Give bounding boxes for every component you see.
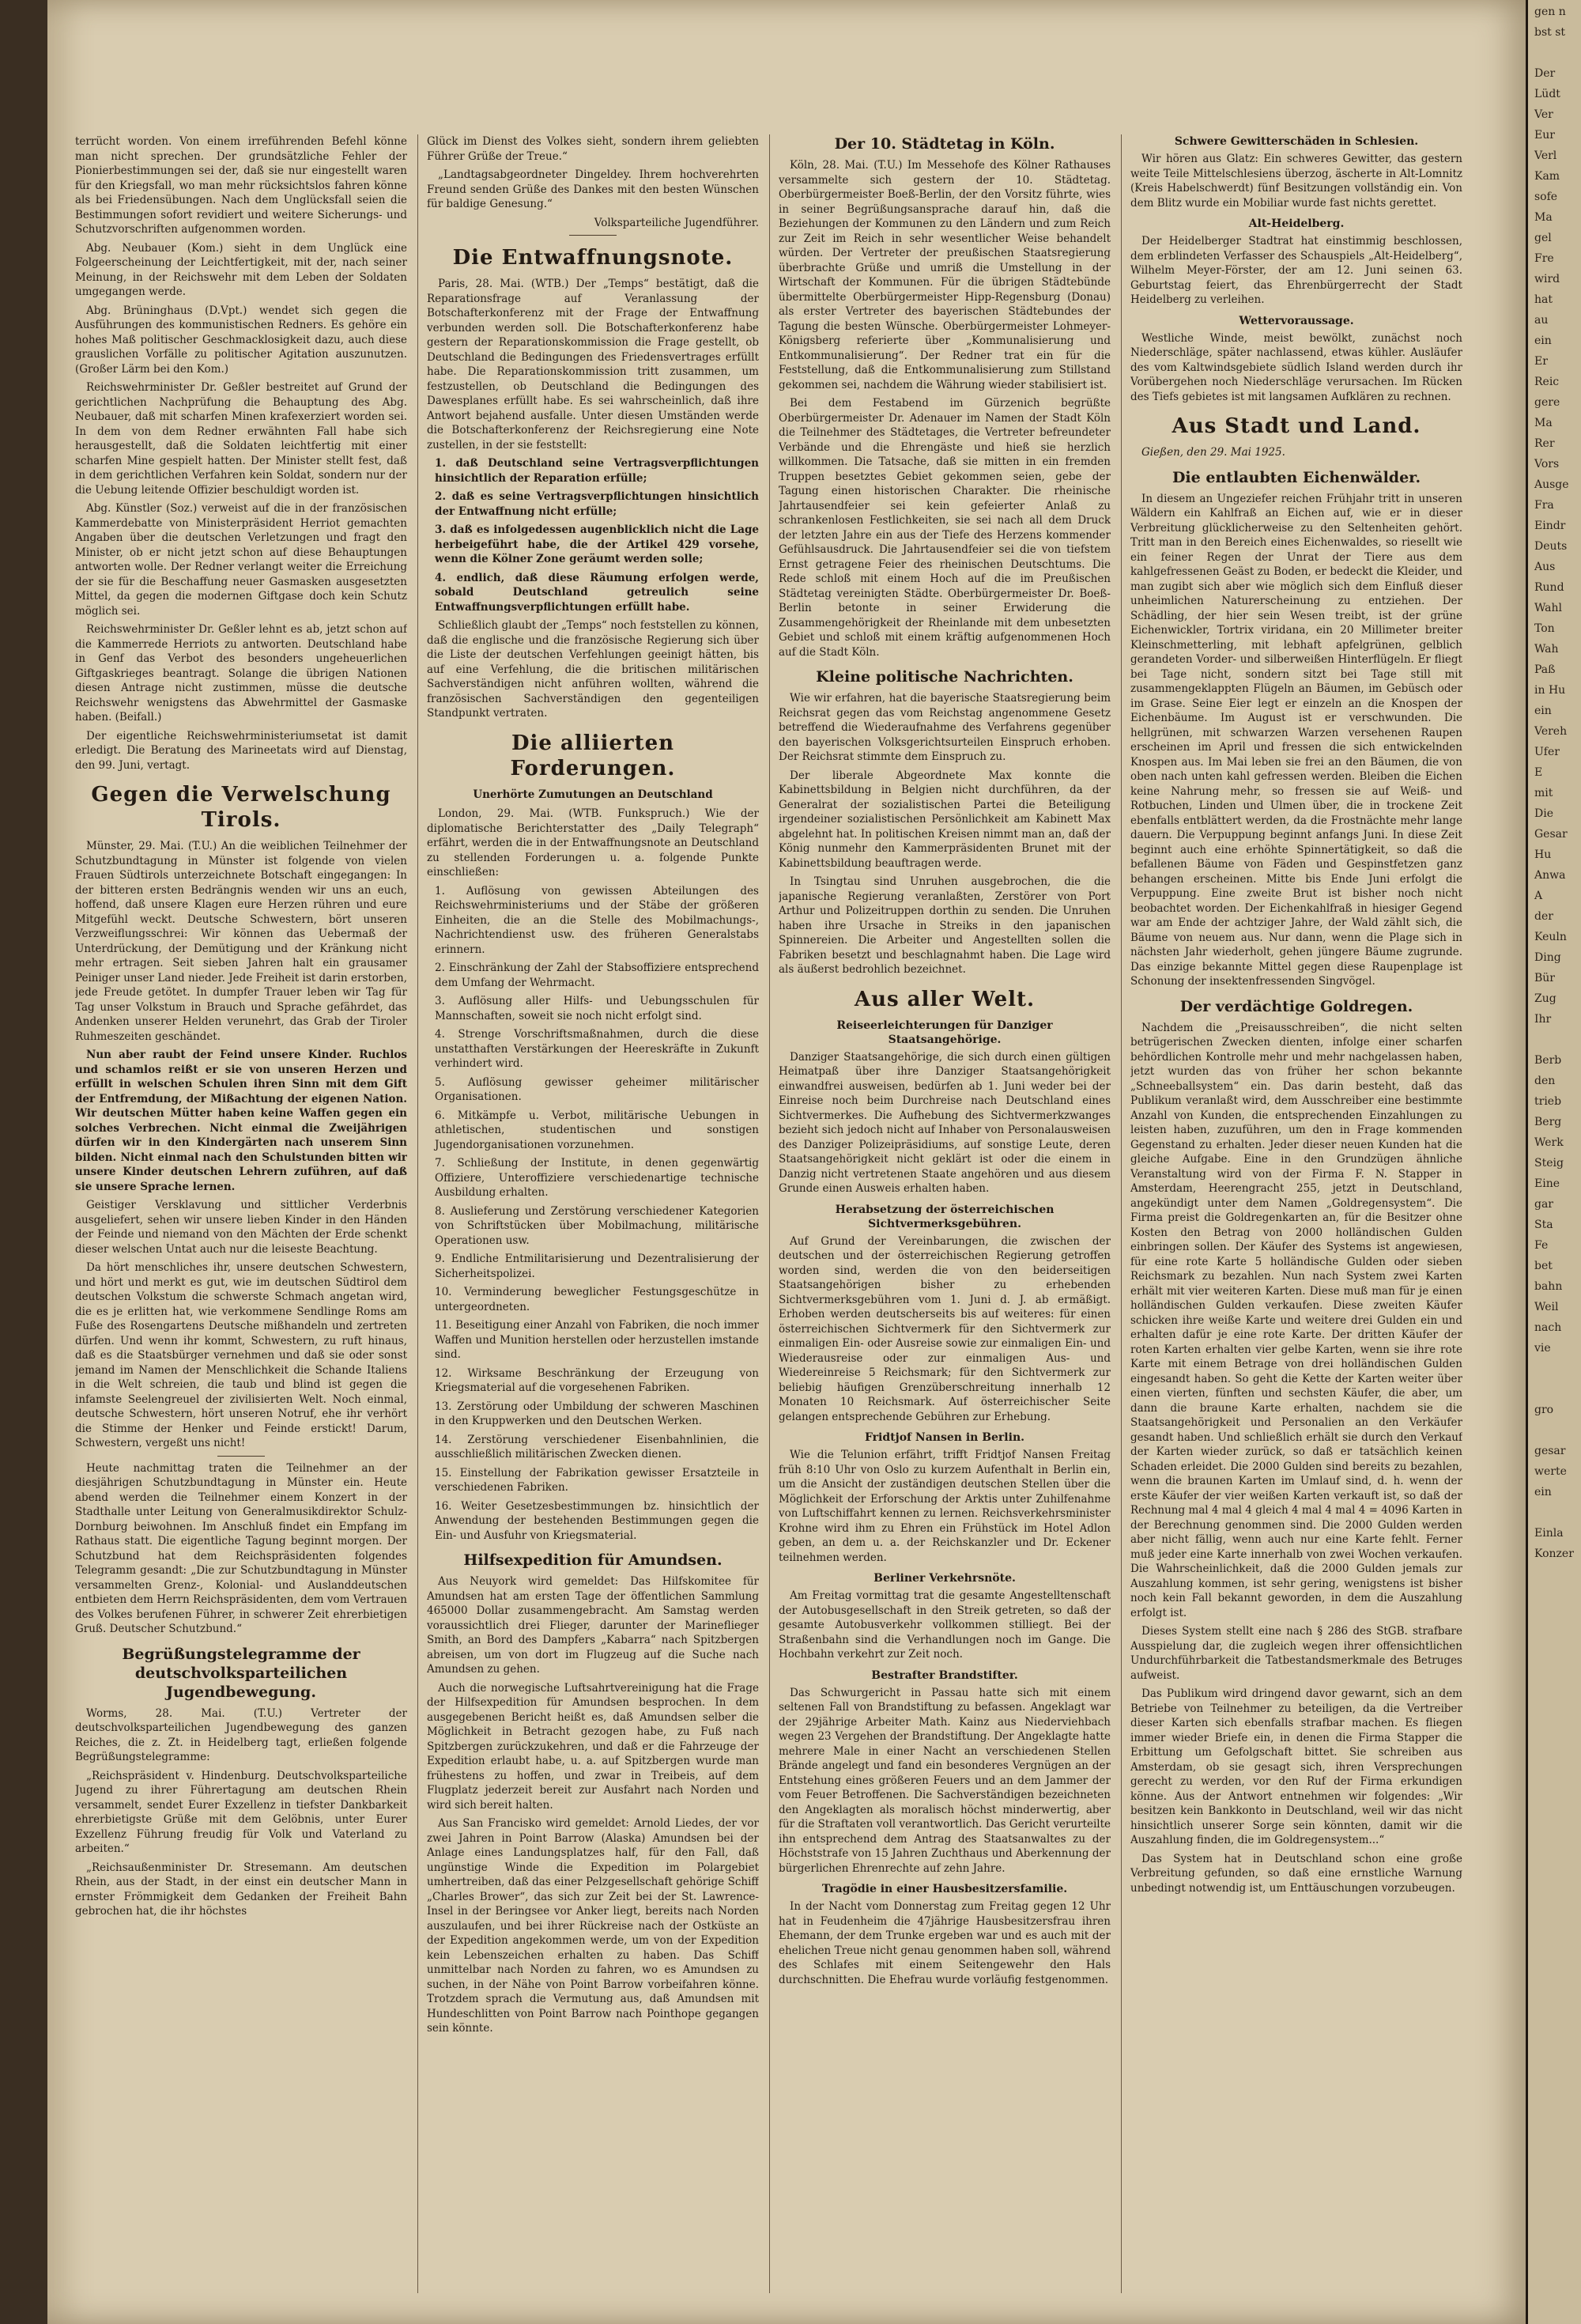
bleed-fragment xyxy=(1534,1422,1581,1439)
bleed-fragment: mit xyxy=(1534,787,1553,799)
list-item: 5. Auflösung gewisser geheimer militärischer Organisationen. xyxy=(435,1075,759,1103)
column-3 xyxy=(779,134,1111,2309)
bleed-fragment: gro xyxy=(1534,1404,1554,1416)
paragraph: „Reichspräsident v. Hindenburg. Deutschvolksparteiliche Jugend zu ihrer Führertagung am deutschen Rhein versammelt, sendet Eurer Exzellenz in tiefster Dankbarkeit ehrerbietigste Grüße mit dem Gelöbnis, unter Eurer Exzellenz Führung freudig für Volk und Vaterland zu arbeiten.“ xyxy=(75,1769,407,1855)
paragraph: Wie die Telunion erfährt, trifft Fridtjof Nansen Freitag früh 8:10 Uhr von Oslo zu kurzem Aufenthalt in Berlin ein, um die Ansicht der zuständigen deutschen Stellen über die Möglichkeit der Erforschung der Arktis unter Zuhilfenahme von Luftschiffahrt kennen zu lernen. Reichsverkehrsminister Krohne wird ihm zu Ehren ein Frühstück im Hotel Adlon geben, an dem u. a. der Reichskanzler und Dr. Eckener teilnehmen werden. xyxy=(779,1449,1111,1564)
bleed-fragment: Kam xyxy=(1534,170,1560,183)
paragraph: Abg. Brüninghaus (D.Vpt.) wendet sich gegen die Ausführungen des kommunistischen Redners. Es gehöre ein hohes Maß politischer Geschmacklosigkeit dazu, auch diese grauslichen Vorfälle zu politischer Agitation auszunutzen. (Großer Lärm bei den Kom.) xyxy=(75,304,407,376)
subheadline: Tragödie in einer Hausbesitzersfamilie. xyxy=(821,1883,1068,1895)
bleed-fragment: au xyxy=(1534,314,1549,327)
paragraph: Das Schwurgericht in Passau hatte sich mit einem seltenen Fall von Brandstiftung zu befassen. Angeklagt war der 29jährige Arbeiter Math. Kainz aus Niederviehbach wegen 23 Vergehen der Brandstiftung. Der Angeklagte hatte mehrere Male in einer Nacht an verschiedenen Stellen Brände angelegt und fand ein besonderes Vergnügen an der Entstehung eines größeren Feuers und an dem Jammer der vom Feuer Betroffenen. Die Sachverständigen bezeichneten den Angeklagten als moralisch höchst minderwertig, aber für die Straftaten voll verantwortlich. Das Gericht verurteilte ihn entsprechend dem Antrag des Staatsanwaltes zu der Höchststrafe von 15 Jahren Zuchthaus und Aberkennung der bürgerlichen Ehrenrechte auf zehn Jahre. xyxy=(779,1686,1111,1875)
bleed-fragment: Fe xyxy=(1534,1239,1549,1252)
bleed-fragment: Eur xyxy=(1534,129,1555,142)
bleed-fragment: den xyxy=(1534,1075,1556,1087)
paragraph: In diesem an Ungeziefer reichen Frühjahr tritt in unseren Wäldern ein Kahlfraß an Eichen auf, wie er in dieser Verbreitung glücklicherweise zu den Seltenheiten gehört. Tritt man in den Bereich eines Eichenwaldes, so riesellt wie ein feiner Regen der Unrat der Tiere aus dem kahlgefressenen Geäst zu Boden, er bedeckt die Kleider, und man zugibt sich aber wie möglich sich dem Einfluß dieser unheimlichen Naturerscheinung zu entziehen. Der Schädling, der hier sein Wesen treibt, ist der grüne Eichenwickler, Tortrix viridana, ein 20 Millimeter breiter Kleinschmetterling, mit lebhaft apfelgrünen, gelblich gerandeten Vorder- und silberweißen Hinterflügeln. Er fliegt bei Tage nicht, sondern sitzt bei Tage still mit zusammengeklappten Flügeln an Bäumen, im Gebüsch oder im Grase. Seine Eier legt er einzeln an die Knospen der Eichenbäume. Im August ist er verschwunden. Die hellgrünen, mit schwarzen Warzen versehenen Raupen erscheinen im April und fressen die sich entwickelnden Knospen aus. Im Mai leben sie frei an den Bäumen, die von oben nach unten kahl gefressen werden. Bleiben die Eichen keine Nahrung mehr, so fressen sie auf Weiß- und Rotbuchen, Linden und Ulmen über, die in trockene Zeit ebenfalls entblättert werden, da die Frostnächte mehr lange dauern. Die Verpuppung beginnt anfangs Juni. In diese Zeit beginnt auch eine erhöhte Spinnertätigkeit, so daß die befallenen Bäume von Fäden und Gespinstfetzen ganz behangen erscheinen. Mitte bis Ende Juni erfolgt die Verpuppung. Eine zweite Brut ist bisher noch nicht beobachtet worden. Der Eichenkahlfraß in hiesiger Gegend war am Ende der achtziger Jahre, der Wald zählt sich, die Bäume von neuem aus. Nur dann, wenn die Plage sich in nächsten Jahr wiederholt, gehen jüngere Bäume zugrunde. Das einzige bekannte Mittel gegen diese Raupenplage ist Schonung der insektenfressenden Singvögel. xyxy=(1130,492,1462,988)
bleed-fragment: Vereh xyxy=(1534,725,1568,738)
bleed-fragment: Paß xyxy=(1534,663,1556,676)
bleed-fragment: bet xyxy=(1534,1260,1553,1272)
paragraph: Das System hat in Deutschland schon eine große Verbreitung gefunden, so daß eine ernstliche Warnung unbedingt notwendig ist, um Enttäuschungen vorzubeugen. xyxy=(1130,1852,1462,1895)
bleed-fragment: Der xyxy=(1534,67,1556,80)
paragraph: Nachdem die „Preisausschreiben“, die nicht selten betrügerischen Zwecken dienten, infolge einer scharfen behördlichen Kontrolle mehr und mehr nachgelassen haben, jetzt wurden das von früher her schon bekannte „Schneeballsystem“ ein. Das darin besteht, daß das Publikum veranlaßt wird, dem Ausschreiber eine bestimmte Anzahl von Kunden, die entsprechenden Einzahlungen zu leisten haben, zuzuführen, um den in Frage kommenden Gegenstand zu erhalten. Jeder dieser neuen Kunden hat die gleiche Aufgabe. Eine in den Grundzügen ähnliche Veranstaltung wird von der Firma F. N. Stapper in Amsterdam, Heerengracht 255, jetzt in Deutschland, angekündigt unter dem Namen „Goldregensystem“. Die Firma preist die Goldregenkarten an, für die Besitzer ohne Kosten den Betrag von 2000 holländischen Gulden einbringen sollen. Der Käufer des Systems ist angewiesen, für eine rote Karte 5 holländische Gulden oder sieben Reichsmark zu bezahlen. Nun nach System zwei Karten erhält mit vier weiteren Karten. Diese muß man für je einen holländischen Gulden verkaufen. Diese zweiten Käufer schicken ihre weiße Karte und weitere drei Gulden ein und erhalten dafür je eine rote Karte. Der dritten Käufer der roten Karten erhalten vier gelbe Karten, wenn sie ihre rote Karte mit einem Betrage von drei holländischen Gulden eingesandt haben. So geht die Kette der Karten weiter über einen vierten, fünften und sechsten Käufer, die aber, um dann die braune Karte erhalten, nachdem sie die Staatsangehörigkeit und Personalien an den Verkäufer gesandt haben. Und schließlich erhält sie durch den Verkauf der Karten wieder zurück, so daß er tatsächlich keinen Schaden erleidet. Die 2000 Gulden sind bereits zu bezahlen, wenn die braunen Karten im Umlauf sind, d. h. wenn der erste Käufer der vier weißen Karten verkauft ist, so daß der Rechnung mal 4 mal 4 gleich 4 mal 4 mal 4 = 4096 Karten in der Berechnung genommen sind. Die 2000 Gulden werden aber nicht fällig, wenn auch nur eine Karte fehlt. Ferner muß jeder eine Karte innerhalb von zwei Wochen verkaufen. Die Wahrscheinlichkeit, daß die 2000 Gulden jemals zur Auszahlung kommen, ist sehr gering, wenigstens ist bisher noch kein Fall bekannt geworden, in dem die Auszahlung erfolgt ist. xyxy=(1130,1021,1462,1619)
bleed-fragment: Reic xyxy=(1534,376,1560,388)
bleed-fragment: Fra xyxy=(1534,499,1554,512)
paragraph: Aus San Francisko wird gemeldet: Arnold Liedes, der vor zwei Jahren in Point Barrow (Alaska) Amundsen bei der Anlage eines Landungsplatzes half, für den Fall, daß ungünstige Winde die Expedition im Polargebiet umhertreiben, daß das einer Pelzgesellschaft gehörige Schiff „Charles Brower“, das sich zur Zeit bei der St. Lawrence-Insel in der Beringsee vor Anker liegt, bereits nach Norden auszulaufen, und bei ihrer Rückreise nach der Ostküste an der Expedition angekommen werde, um von der Expedition kein Lebenszeichen erhalten zu haben. Das Schiff unmittelbar nach Norden zu fahren, wo es Amundsen zu suchen, in der Nähe von Point Barrow vorbeifahren könne. Trotzdem sprach die Vermutung aus, daß Amundsen mit Hundeschlitten von Point Barrow nach Pointhope gegangen sein könnte. xyxy=(427,1817,759,2035)
subheadline: Unerhörte Zumutungen an Deutschland xyxy=(473,788,713,801)
separator xyxy=(569,235,617,236)
headline-kleine-nachrichten: Kleine politische Nachrichten. xyxy=(816,668,1073,686)
subheadline: Herabsetzung der österreichischen Sichtvermerksgebühren. xyxy=(835,1203,1055,1230)
paragraph: Reichswehrminister Dr. Geßler lehnt es ab, jetzt schon auf die Kammerrede Herriots zu antworten. Deutschland habe in Genf das Verbot des besonders ungeheuerlichen Giftgaskrieges beantragt. Solange die übrigen Nationen diesen Antrage nicht zustimmen, müsse die deutsche Reichswehr wenigstens das Abwehrmittel der Gasmaske haben. (Beifall.) xyxy=(75,623,407,724)
paragraph: Auch die norwegische Luftsahrtvereinigung hat die Frage der Hilfsexpedition für Amundsen besprochen. In dem ausgegebenen Bericht heißt es, daß Amundsen selber die Möglichkeit in Betracht gezogen habe, zu Fuß nach Spitzbergen zurückzukehren, und daß er die Fahrzeuge der Expedition erlaubt habe, u. a. auf Spitzbergen wurde man frühestens zu hoffen, und zwar in Treibeis, auf dem Flugplatz jederzeit bereit zur Ausfahrt nach Norden und wird sich bereit halten. xyxy=(427,1681,759,1812)
paragraph: Geistiger Versklavung und sittlicher Verderbnis ausgeliefert, sehen wir unsere lieben Kinder in den Händen der Feinde und niemand von den Mächten der Erde schenkt dieser welschen Untat auch nur die leiseste Beachtung. xyxy=(75,1199,407,1256)
column-2 xyxy=(427,134,759,2309)
paragraph: Abg. Künstler (Soz.) verweist auf die in der französischen Kammerdebatte von Ministerpräsident Herriot gemachten Angaben über die deutschen Verletzungen und fragt den Minister, ob er nicht jetzt schon auf diese Behauptungen antworten wolle. Der Redner verlangt weiter die Erreichung der sie für die Beschaffung neuer Gasmasken ausgesetzten Mittel, da gegen die modernen Giftgase doch kein Schutz möglich sei. xyxy=(75,502,407,618)
bleed-fragment: Zug xyxy=(1534,992,1556,1005)
paragraph: Paris, 28. Mai. (WTB.) Der „Temps“ bestätigt, daß die Reparationsfrage auf Veranlassung der Botschafterkonferenz mit der Frage der Entwaffnung verbunden werden soll. Die Botschafterkonferenz habe gestern der Reparationskommission die Frage gestellt, ob Deutschland die Bedingungen des Friedensvertrages erfüllt habe. Die Reparationskommission tritt zusammen, um festzustellen, ob Deutschland die Bedingungen des Dawesplanes erfüllt habe. Es sei wahrscheinlich, daß ihre Antwort bejahend ausfalle. Unter diesen Umständen werde die Botschafterkonferenz der Reichsregierung eine Note zustellen, in der sie feststellt: xyxy=(427,278,759,452)
bleed-fragment: wird xyxy=(1534,273,1560,285)
subheadline: Alt-Heidelberg. xyxy=(1248,217,1345,230)
bleed-fragment: gesar xyxy=(1534,1445,1566,1457)
bleed-fragment xyxy=(1534,1504,1581,1521)
bleed-fragment: Eine xyxy=(1534,1177,1560,1190)
bleed-fragment: trieb xyxy=(1534,1095,1562,1108)
bleed-fragment xyxy=(1534,1360,1581,1377)
subheadline: Bestrafter Brandstifter. xyxy=(871,1668,1018,1682)
bleed-fragment: ein xyxy=(1534,1486,1552,1498)
bleed-fragment: Berb xyxy=(1534,1054,1562,1067)
list-item: 4. endlich, daß diese Räumung erfolgen werde, sobald Deutschland getreulich seine Entwaffnungsverpflichtungen erfüllt habe. xyxy=(435,571,759,614)
bleed-fragment: Werk xyxy=(1534,1136,1564,1149)
bleed-fragment: ein xyxy=(1534,334,1552,347)
bleed-fragment: Er xyxy=(1534,355,1548,368)
paragraph: Münster, 29. Mai. (T.U.) An die weiblichen Teilnehmer der Schutzbundtagung in Münster ist folgende von vielen Frauen Südtirols unterzeichnete Botschaft eingegangen: In der bitteren ersten Bedrängnis wenden wir uns an euch, hoffend, daß unsere Klagen eure Herzen rühren und eure Mitgefühl weckt. Deutsche Schwestern, bört unseren Verzweiflungsschrei: Wir können das Uebermaß der Unterdrückung, der Demütigung und der Kränkung nicht mehr ertragen. Seit sieben Jahren halt ein grausamer Peiniger unser Land nieder. Jede Freiheit ist darin erstorben, jede Freude getötet. In dumpfer Trauer leben wir Tag für Tag unser Volkstum in Brauch und Sprache gefährdet, das Andenken unserer Helden verunehrt, das Grab der Tiroler Ruhmeszeiten geschändet. xyxy=(75,840,407,1043)
bleed-fragment: Lüdt xyxy=(1534,88,1560,100)
bleed-fragment: Einla xyxy=(1534,1527,1564,1540)
paragraph: Der eigentliche Reichswehrministeriumsetat ist damit erledigt. Die Beratung des Marineetats wird auf Dienstag, den 99. Juni, vertagt. xyxy=(75,729,407,772)
paragraph: Reichswehrminister Dr. Geßler bestreitet auf Grund der gerichtlichen Nachprüfung die Behauptung des Abg. Neubauer, daß mit scharfen Minen krafexerziert worden sei. In dem von dem Redner erwähnten Fall habe sich herausgestellt, daß die Soldaten leichtfertig mit einer scharfen Mine gespielt hatten. Der Minister stellt fest, daß in dem gerichtlichen Verfahren kein Soldat, sondern nur der die Uebung leitende Offizier beschuldigt worden ist. xyxy=(75,381,407,497)
list-item: 1. Auflösung von gewissen Abteilungen des Reichswehrministeriums und der Stäbe der größeren Einheiten, die an die Stelle des Mobilmachungs-, Nachrichtendienst usw. des früheren Generalstabs erinnern. xyxy=(435,884,759,956)
subheadline: Fridtjof Nansen in Berlin. xyxy=(864,1431,1024,1444)
bleed-fragment: gere xyxy=(1534,396,1560,409)
bleed-fragment: Ma xyxy=(1534,417,1553,429)
bleed-fragment: Fre xyxy=(1534,252,1554,265)
list-item: 1. daß Deutschland seine Vertragsverpflichtungen hinsichtlich der Reparation erfülle; xyxy=(435,457,759,485)
list-item: 3. daß es infolgedessen augenblicklich nicht die Lage herbeigeführt habe, die der Artikel 429 vorsehe, wenn die Kölner Zone geräumt werden solle; xyxy=(435,523,759,565)
bleed-fragment: Anwa xyxy=(1534,869,1566,882)
list-item: 16. Weiter Gesetzesbestimmungen bz. hinsichtlich der Anwendung der bestehenden Bestimmungen gegen die Ein- und Ausfuhr von Kriegsmaterial. xyxy=(435,1499,759,1542)
bleed-fragment: Ma xyxy=(1534,211,1553,224)
bleed-fragment: Ver xyxy=(1534,108,1553,121)
bleed-fragment: bahn xyxy=(1534,1280,1563,1293)
bleed-fragment: Deuts xyxy=(1534,540,1568,553)
paragraph: Schließlich glaubt der „Temps“ noch feststellen zu können, daß die englische und die französische Regierung sich über die Liste der deutschen Verfehlungen geeinigt hätten, bis auf eine Verfehlung, die die britischen militärischen Sachverständigen nicht anführen wollten, während die französischen Sachverständigen den gegenteiligen Standpunkt vertraten. xyxy=(427,619,759,720)
paragraph: Köln, 28. Mai. (T.U.) Im Messehofe des Kölner Rathauses versammelte sich gestern der 10. Städtetag. Oberbürgermeister Boeß-Berlin, der den Vorsitz führte, wies in seiner Begrüßungsansprache darauf hin, daß die Beziehungen der Kommunen zu den Ländern und zum Reich zur Zeit im Reich in sehr wesentlicher Weise behandelt würden. Der Vertreter der preußischen Staatsregierung überbrachte Grüße und umriß die Umstellung in der Wirtschaft der Kommunen. Für die übrigen Städtebünde übermittelte Oberbürgermeister Hipp-Regensburg (Donau) als erster Vertreter des bayerischen Städtebundes der Tagung die besten Wünsche. Oberbürgermeister Lohmeyer-Königsberg referierte über „Kommunalisierung und Entkommunalisierung“. Der Redner trat ein für die Feststellung, daß die Entkommunalisierung zum Stillstand gekommen sei, nachdem die Währung wieder stabilisiert ist. xyxy=(779,159,1111,391)
paragraph: Der liberale Abgeordnete Max konnte die Kabinettsbildung in Belgien nicht durchführen, da der Generalrat der sozialistischen Partei die Beteiligung irgendeiner sozialistischen Persönlichkeit am Kabinett Max abgelehnt hat. In politischen Kreisen nimmt man an, daß der König nunmehr den Kammerpräsidenten Brunet mit der Kabinettsbildung beauftragen werde. xyxy=(779,769,1111,870)
bleed-fragment: gen n xyxy=(1534,6,1566,18)
column-rule xyxy=(417,134,418,2293)
subheadline: Berliner Verkehrsnöte. xyxy=(874,1572,1016,1585)
bleed-fragment: ein xyxy=(1534,705,1552,717)
list-item: 13. Zerstörung oder Umbildung der schweren Maschinen in den Kruppwerken und den Deutschen Werken. xyxy=(435,1400,759,1427)
headline-tirol: Gegen die Verwelschung Tirols. xyxy=(91,783,391,832)
bleed-fragment: Weil xyxy=(1534,1301,1559,1313)
bleed-fragment: Rund xyxy=(1534,581,1564,594)
bleed-fragment: Hu xyxy=(1534,848,1552,861)
list-item: 15. Einstellung der Fabrikation gewisser Ersatzteile in verschiedenen Fabriken. xyxy=(435,1466,759,1494)
paragraph: Glück im Dienst des Volkes sieht, sondern ihrem geliebten Führer Grüße der Treue.“ xyxy=(427,135,759,163)
bleed-fragment: Bür xyxy=(1534,972,1555,984)
column-rule xyxy=(1121,134,1122,2293)
bleed-fragment xyxy=(1534,44,1581,62)
bleed-fragment: E xyxy=(1534,766,1543,779)
list-item: 14. Zerstörung verschiedener Eisenbahnlinien, die ausschließlich militärischen Zwecken dienen. xyxy=(435,1433,759,1461)
dateline: Gießen, den 29. Mai 1925. xyxy=(1141,446,1285,459)
bleed-fragment xyxy=(1534,1031,1581,1049)
paragraph: Da hört menschliches ihr, unsere deutschen Schwestern, und hört und merkt es gut, wie im deutschen Südtirol dem deutschen Volkstum die schwerste Schmach angetan wird, die es je erlitten hat, wie verkommene Sendlinge Roms am Fuße des Rosengartens Deutsche mißhandeln und zertreten dürfen. Und wenn ihr kommt, Schwestern, zu ruft hinaus, daß es die Staatsbürger vernehmen und daß sie oder sonst jemand im Namen der Menschlichkeit die Schande Italiens in die Welt schreien, die taub und blind ist gegen die infamste Seelengreuel der zivilisierten Welt. Noch einmal, deutsche Schwestern, hört unseren Notruf, ehe ihr verhört die Stimme der Henker und Feinde erstickt! Darum, Schwestern, vergeßt uns nicht! xyxy=(75,1261,407,1449)
list-item: 12. Wirksame Beschränkung der Erzeugung von Kriegsmaterial auf die vorgesehenen Fabriken. xyxy=(435,1366,759,1394)
bleed-fragment xyxy=(1534,1381,1581,1398)
paragraph: Auf Grund der Vereinbarungen, die zwischen der deutschen und der österreichischen Regierung getroffen worden sind, werden die von den beiderseitigen Staatsangehörigen bisher zu erhebenden Sichtvermerksgebühren vom 1. Juni d. J. ab ermäßigt. Erhoben werden deutscherseits bis auf weiteres: für einen österreichischen Sichtvermerk für den Sichtvermerk zur einmaligen Ein- oder Ausreise sowie zur einmaligen Ein- und Wiederausreise oder zur einmaligen Aus- und Wiedereinreise 5 Reichsmark; für den Sichtvermerk zur beliebig häufigen Grenzüberschreitung innerhalb 12 Monaten 10 Reichsmark. Auf österreichischer Seite gelangen entsprechende Gebühren zur Erhebung. xyxy=(779,1234,1111,1423)
separator xyxy=(217,1456,265,1457)
bleed-fragment: nach xyxy=(1534,1321,1562,1334)
headline-goldregen: Der verdächtige Goldregen. xyxy=(1179,997,1413,1015)
bleed-fragment: vie xyxy=(1534,1342,1551,1355)
forderungen-list xyxy=(427,884,759,1544)
bleed-fragment: in Hu xyxy=(1534,684,1566,697)
paragraph: „Reichsaußenminister Dr. Stresemann. Am deutschen Rhein, aus der Stadt, in der einst ein deutscher Mann in ernster Frömmigkeit dem Gedanken der Freiheit Bahn gebrochen hat, die ihr höchstes xyxy=(75,1861,407,1918)
headline-staedtetag: Der 10. Städtetag in Köln. xyxy=(834,135,1055,153)
paragraph: Der Heidelberger Stadtrat hat einstimmig beschlossen, dem erblindeten Verfasser des Schauspiels „Alt-Heidelberg“, Wilhelm Meyer-Förster, der am 12. Juni seinen 63. Geburtstag feiert, das Ehrenbürgerrecht der Stadt Heidelberg zu verleihen. xyxy=(1130,235,1462,306)
bleed-fragment: Ding xyxy=(1534,951,1561,964)
list-item: 3. Auflösung aller Hilfs- und Uebungsschulen für Mannschaften, soweit sie noch nicht erfolgt sind. xyxy=(435,995,759,1022)
bleed-fragment: Ton xyxy=(1534,622,1555,635)
bleed-fragment: Ihr xyxy=(1534,1013,1552,1026)
demand-list xyxy=(427,456,759,614)
list-item: 10. Verminderung beweglicher Festungsgeschütze in untergeordneten. xyxy=(435,1286,759,1313)
bleed-fragment: Rer xyxy=(1534,437,1555,450)
bleed-fragment: Ufer xyxy=(1534,746,1560,758)
headline-entwaffnung: Die Entwaffnungsnote. xyxy=(452,246,734,270)
headline-forderungen: Die alliierten Forderungen. xyxy=(510,731,676,780)
paragraph: London, 29. Mai. (WTB. Funkspruch.) Wie der diplomatische Berichterstatter des „Daily Telegraph“ erfährt, werden die in der Entwaffnungsnote an Deutschland zu stellenden Forderungen u. a. folgende Punkte einschließen: xyxy=(427,807,759,879)
paragraph: Abg. Neubauer (Kom.) sieht in dem Unglück eine Folgeerscheinung der Leichtfertigkeit, mit der, nach seiner Meinung, in der Reichswehr mit dem Leben der Soldaten umgegangen werde. xyxy=(75,241,407,298)
paragraph: In der Nacht vom Donnerstag zum Freitag gegen 12 Uhr hat in Feudenheim die 47jährige Hausbesitzersfrau ihren Ehemann, der dem Trunke ergeben war und es auch mit der ehelichen Treue nicht genau genommen haben soll, während des Schlafes mit einem Seitengewehr den Hals durchschnitten. Die Ehefrau wurde vorläufig festgenommen. xyxy=(779,1900,1111,1986)
bleed-fragment: Aus xyxy=(1534,561,1556,573)
subheadline: Wettervoraussage. xyxy=(1239,314,1354,327)
paragraph: Dieses System stellt eine nach § 286 des StGB. strafbare Ausspielung dar, die zugleich wegen ihrer offensichtlichen Undurchführbarkeit die Tatbestandsmerkmale des Betruges aufweist. xyxy=(1130,1625,1462,1682)
bleed-fragment: werte xyxy=(1534,1465,1567,1478)
bleed-fragment: Berg xyxy=(1534,1116,1562,1128)
bleed-fragment: Steig xyxy=(1534,1157,1564,1170)
headline-hilfsexpedition: Hilfsexpedition für Amundsen. xyxy=(463,1551,723,1569)
paragraph: terrücht worden. Von einem irreführenden Befehl könne man nicht sprechen. Der grundsätzliche Fehler der Pionierbestimmungen sei der, daß sie nur eingestellt waren für den Kriegsfall, wo man mehr rücksichtslos fahren könne als bei Friedensübungen. Nach dem Unglücksfall seien die Bestimmungen sofort revidiert und weitere Sicherungs- und Schutzvorschriften aufgenommen worden. xyxy=(75,135,407,236)
paragraph: Nun aber raubt der Feind unsere Kinder. Ruchlos und schamlos reißt er sie von unseren Herzen und erfüllt in welschen Schulen ihren Sinn mit dem Gift der Entfremdung, der Mißachtung der eigenen Nation. Wir deutschen Mütter haben keine Waffen gegen ein solches Verbrechen. Nicht einmal die Zweijährigen dürfen wir in den Kindergärten nach unserem Sinn bilden. Nicht einmal nach den Schulstunden bitten wir unsere Kinder deutschen Lehrern zuführen, auf daß sie unsere Sprache lernen. xyxy=(75,1049,407,1193)
paragraph: Bei dem Festabend im Gürzenich begrüßte Oberbürgermeister Dr. Adenauer im Namen der Stadt Köln die Teilnehmer des Städtetages, die Vertreter befreundeter Verbände und die Ehrengäste und hieß sie herzlich willkommen. Die Tatsache, daß sie mitten in ein fremden Truppen besetztes Gebiet gekommen seien, gebe der Tagung einen historischen Charakter. Die rheinische Jahrtausendfeier sei kein gefeierter Anlaß zu schrankenlosen Festlichkeiten, sie sei nach all dem Druck der letzten Jahre ein aus der Tiefe des Herzens kommender Gefühlsausdruck. Die Jahrtausendfeier sei die von tiefstem Ernst getragene Feier des rheinischen Deutschtums. Die Rede schloß mit einem Hoch auf die im Preußischen Städtetag vereinigten Städte. Oberbürgermeister Dr. Boeß-Berlin betonte in seiner Erwiderung die Zusammengehörigkeit der Rheinlande mit dem unbesetzten Gebiet und schloß mit einem kräftig aufgenommenen Hoch auf die Stadt Köln. xyxy=(779,397,1111,659)
headline-aus-aller-welt: Aus aller Welt. xyxy=(854,987,1036,1011)
bleed-fragment: Keuln xyxy=(1534,931,1567,943)
list-item: 6. Mitkämpfe u. Verbot, militärische Uebungen in athletischen, studentischen und sonstigen Jugendorganisationen vorzunehmen. xyxy=(435,1109,759,1151)
column-rule xyxy=(769,134,770,2293)
bleed-fragment: Die xyxy=(1534,807,1553,820)
paragraph: Wir hören aus Glatz: Ein schweres Gewitter, das gestern weite Teile Mittelschlesiens überzog, äscherte in Alt-Lomnitz (Kreis Habelschwerdt) fünf Besitzungen vollständig ein. Von dem Blitz wurde ein Mobiliar wurde fast nichts gerettet. xyxy=(1130,153,1462,210)
column-4 xyxy=(1130,134,1462,2309)
bleed-fragment: Eindr xyxy=(1534,520,1566,532)
paragraph: Das Publikum wird dringend davor gewarnt, sich an dem Betriebe von Teilnehmer zu beteiligen, da die Vertreiber dieser Karten sich ebenfalls strafbar machen. Es fliegen immer wieder Briefe ein, in denen die Firma Stapper die Erbittung um Gefolgschaft bittet. Sie schreiben aus Amsterdam, ob sie gesagt sich, ihren Versprechungen gerecht zu werden, vor den Ruf der Firma erkundigen könne. Aus der Antwort entnehmen wir folgendes: „Wir besitzen kein Bankkonto in Deutschland, weil wir das nicht hinsichtlich unserer Sorge sein könnten, damit wir die Auszahlung finden, die im Goldregensystem...“ xyxy=(1130,1687,1462,1846)
paragraph: Am Freitag vormittag trat die gesamte Angestelltenschaft der Autobusgesellschaft in den Streik getreten, so daß der gesamte Autobusverkehr vollkommen stilliegt. Bei der Straßenbahn sind die Verhandlungen noch im Gange. Die Hochbahn verkehrt zur Zeit noch. xyxy=(779,1589,1111,1661)
bleed-fragment: gel xyxy=(1534,232,1552,244)
bleed-fragment: Gesar xyxy=(1534,828,1568,841)
headline-stadt-und-land: Aus Stadt und Land. xyxy=(1172,414,1421,438)
list-item: 2. daß es seine Vertragsverpflichtungen hinsichtlich der Entwaffnung nicht erfülle; xyxy=(435,490,759,518)
paragraph: Aus Neuyork wird gemeldet: Das Hilfskomitee für Amundsen hat am ersten Tage der öffentlichen Sammlung 465000 Dollar zusammengebracht. Am Samstag werden voraussichtlich drei Flieger, darunter der Marineflieger Smith, an Bord des Dampfers „Kabarra“ nach Spitzbergen abreisen, um von dort im Flugzeug auf die Suche nach Amundsen zu gehen. xyxy=(427,1575,759,1676)
bleed-fragment: der xyxy=(1534,910,1553,923)
headline-begruessung: Begrüßungstelegramme der deutschvolksparteilichen Jugendbewegung. xyxy=(122,1645,360,1701)
paragraph: Westliche Winde, meist bewölkt, zunächst noch Niederschläge, später nachlassend, etwas kühler. Ausläufer des vom Kaltwindsgebiete südlich Island werden durch ihr Vorübergehen noch Niederschläge verursachen. Im Rücken des Tiefs gebietes ist mit langsamen Aufklären zu rechnen. xyxy=(1130,331,1462,403)
bleed-fragment: Wahl xyxy=(1534,602,1563,614)
bleed-fragment: Vors xyxy=(1534,458,1560,470)
bleed-fragment: sofe xyxy=(1534,191,1558,203)
bleed-fragment: Sta xyxy=(1534,1219,1553,1231)
bleed-fragment: Verl xyxy=(1534,149,1557,162)
list-item: 4. Strenge Vorschriftsmaßnahmen, durch die diese unstatthaften Verstärkungen der Heereskräfte in Zukunft verhindert wird. xyxy=(435,1028,759,1070)
column-1 xyxy=(75,134,407,2309)
list-item: 2. Einschränkung der Zahl der Stabsoffiziere entsprechend dem Umfang der Wehrmacht. xyxy=(435,962,759,989)
paragraph: In Tsingtau sind Unruhen ausgebrochen, die die japanische Regierung veranlaßten, Zerstörer von Port Arthur und Polizeitruppen dorthin zu senden. Die Unruhen haben ihre Ursache in Streiks in den japanischen Spinnereien. Die Arbeiter und Angestellten sollen die Fabriken besetzt und beschlagnahmt haben. Die Lage wird als äußerst bedrohlich bezeichnet. xyxy=(779,875,1111,976)
list-item: 8. Auslieferung und Zerstörung verschiedener Kategorien von Schriftstücken über Mobilmachung, militärische Operationen usw. xyxy=(435,1204,759,1247)
newspaper-page xyxy=(47,0,1526,2324)
bleed-fragment: hat xyxy=(1534,293,1553,306)
signature: Volksparteiliche Jugendführer. xyxy=(594,216,759,229)
list-item: 11. Beseitigung einer Anzahl von Fabriken, die noch immer Waffen und Munition herstellen oder herzustellen imstande sind. xyxy=(435,1319,759,1361)
paragraph: Heute nachmittag traten die Teilnehmer an der diesjährigen Schutzbundtagung in Münster ein. Heute abend werden die Teilnehmer einem Konzert in der Stadthalle unter Leitung von Generalmusikdirektor Schulz-Dornburg beiwohnen. Im Anschluß findet ein Empfang im Rathaus statt. Die eigentliche Tagung beginnt morgen. Der Schutzbund hat dem Reichspräsidenten folgendes Telegramm gesandt: „Die zur Schutzbundtagung in Münster versammelten Grenz-, Kolonial- und Auslanddeutschen entbieten dem Herrn Reichspräsidenten, dem vom Vertrauen des Volkes berufenen Führer, in schwerer Zeit ehrerbietigen Gruß. Deutscher Schutzbund.“ xyxy=(75,1461,407,1635)
subheadline: Schwere Gewitterschäden in Schlesien. xyxy=(1174,135,1419,148)
bleed-fragment: A xyxy=(1534,890,1543,902)
list-item: 7. Schließung der Institute, in denen gegenwärtig Offiziere, Unteroffiziere verschiedenartige technische Ausbildung erhalten. xyxy=(435,1157,759,1199)
subheadline: Reiseerleichterungen für Danziger Staatsangehörige. xyxy=(836,1018,1053,1046)
list-item: 9. Endliche Entmilitarisierung und Dezentralisierung der Sicherheitspolizei. xyxy=(435,1253,759,1280)
paragraph: Danziger Staatsangehörige, die sich durch einen gültigen Heimatpaß über ihre Danziger Staatsangehörigkeit einwandfrei ausweisen, bedürfen ab 1. Juni weder bei der Einreise noch beim Durchreise nach Deutschland eines Sichtvermerkes. Die Aufhebung des Sichtvermerkzwanges bezieht sich jedoch nicht auf Inhaber von Personalausweisen des Danziger Polizeipräsidiums, auf sonstige Leute, deren Staatsangehörigkeit nicht geklärt ist oder die einem in Danzig nicht vertretenen Staate angehören und aus diesem Grunde einen Ausweis erhalten haben. xyxy=(779,1050,1111,1195)
headline-eichenwaelder: Die entlaubten Eichenwälder. xyxy=(1172,468,1421,486)
bleed-fragment: gar xyxy=(1534,1198,1554,1211)
paragraph: Worms, 28. Mai. (T.U.) Vertreter der deutschvolksparteilichen Jugendbewegung des ganzen Reiches, die z. Zt. in Heidelberg tagt, erließen folgende Begrüßungstelegramme: xyxy=(75,1706,407,1763)
adjacent-page-edge xyxy=(1526,0,1581,2324)
bleed-fragment: Wah xyxy=(1534,643,1559,656)
bleed-fragment: Konzer xyxy=(1534,1547,1574,1560)
paragraph: Wie wir erfahren, hat die bayerische Staatsregierung beim Reichsrat gegen das vom Reichstag angenommene Gesetz betreffend die Wiederaufnahme des Verfahrens gegenüber den bayerischen Volksgerichtsurteilen Einspruch erhoben. Der Reichsrat stimmte dem Einspruch zu. xyxy=(779,692,1111,763)
paragraph: „Landtagsabgeordneter Dingeldey. Ihrem hochverehrten Freund senden Grüße des Dankes mit den besten Wünschen für baldige Genesung.“ xyxy=(427,168,759,210)
bleed-fragment: bst st xyxy=(1534,26,1566,39)
bleed-fragment: Ausge xyxy=(1534,478,1569,491)
